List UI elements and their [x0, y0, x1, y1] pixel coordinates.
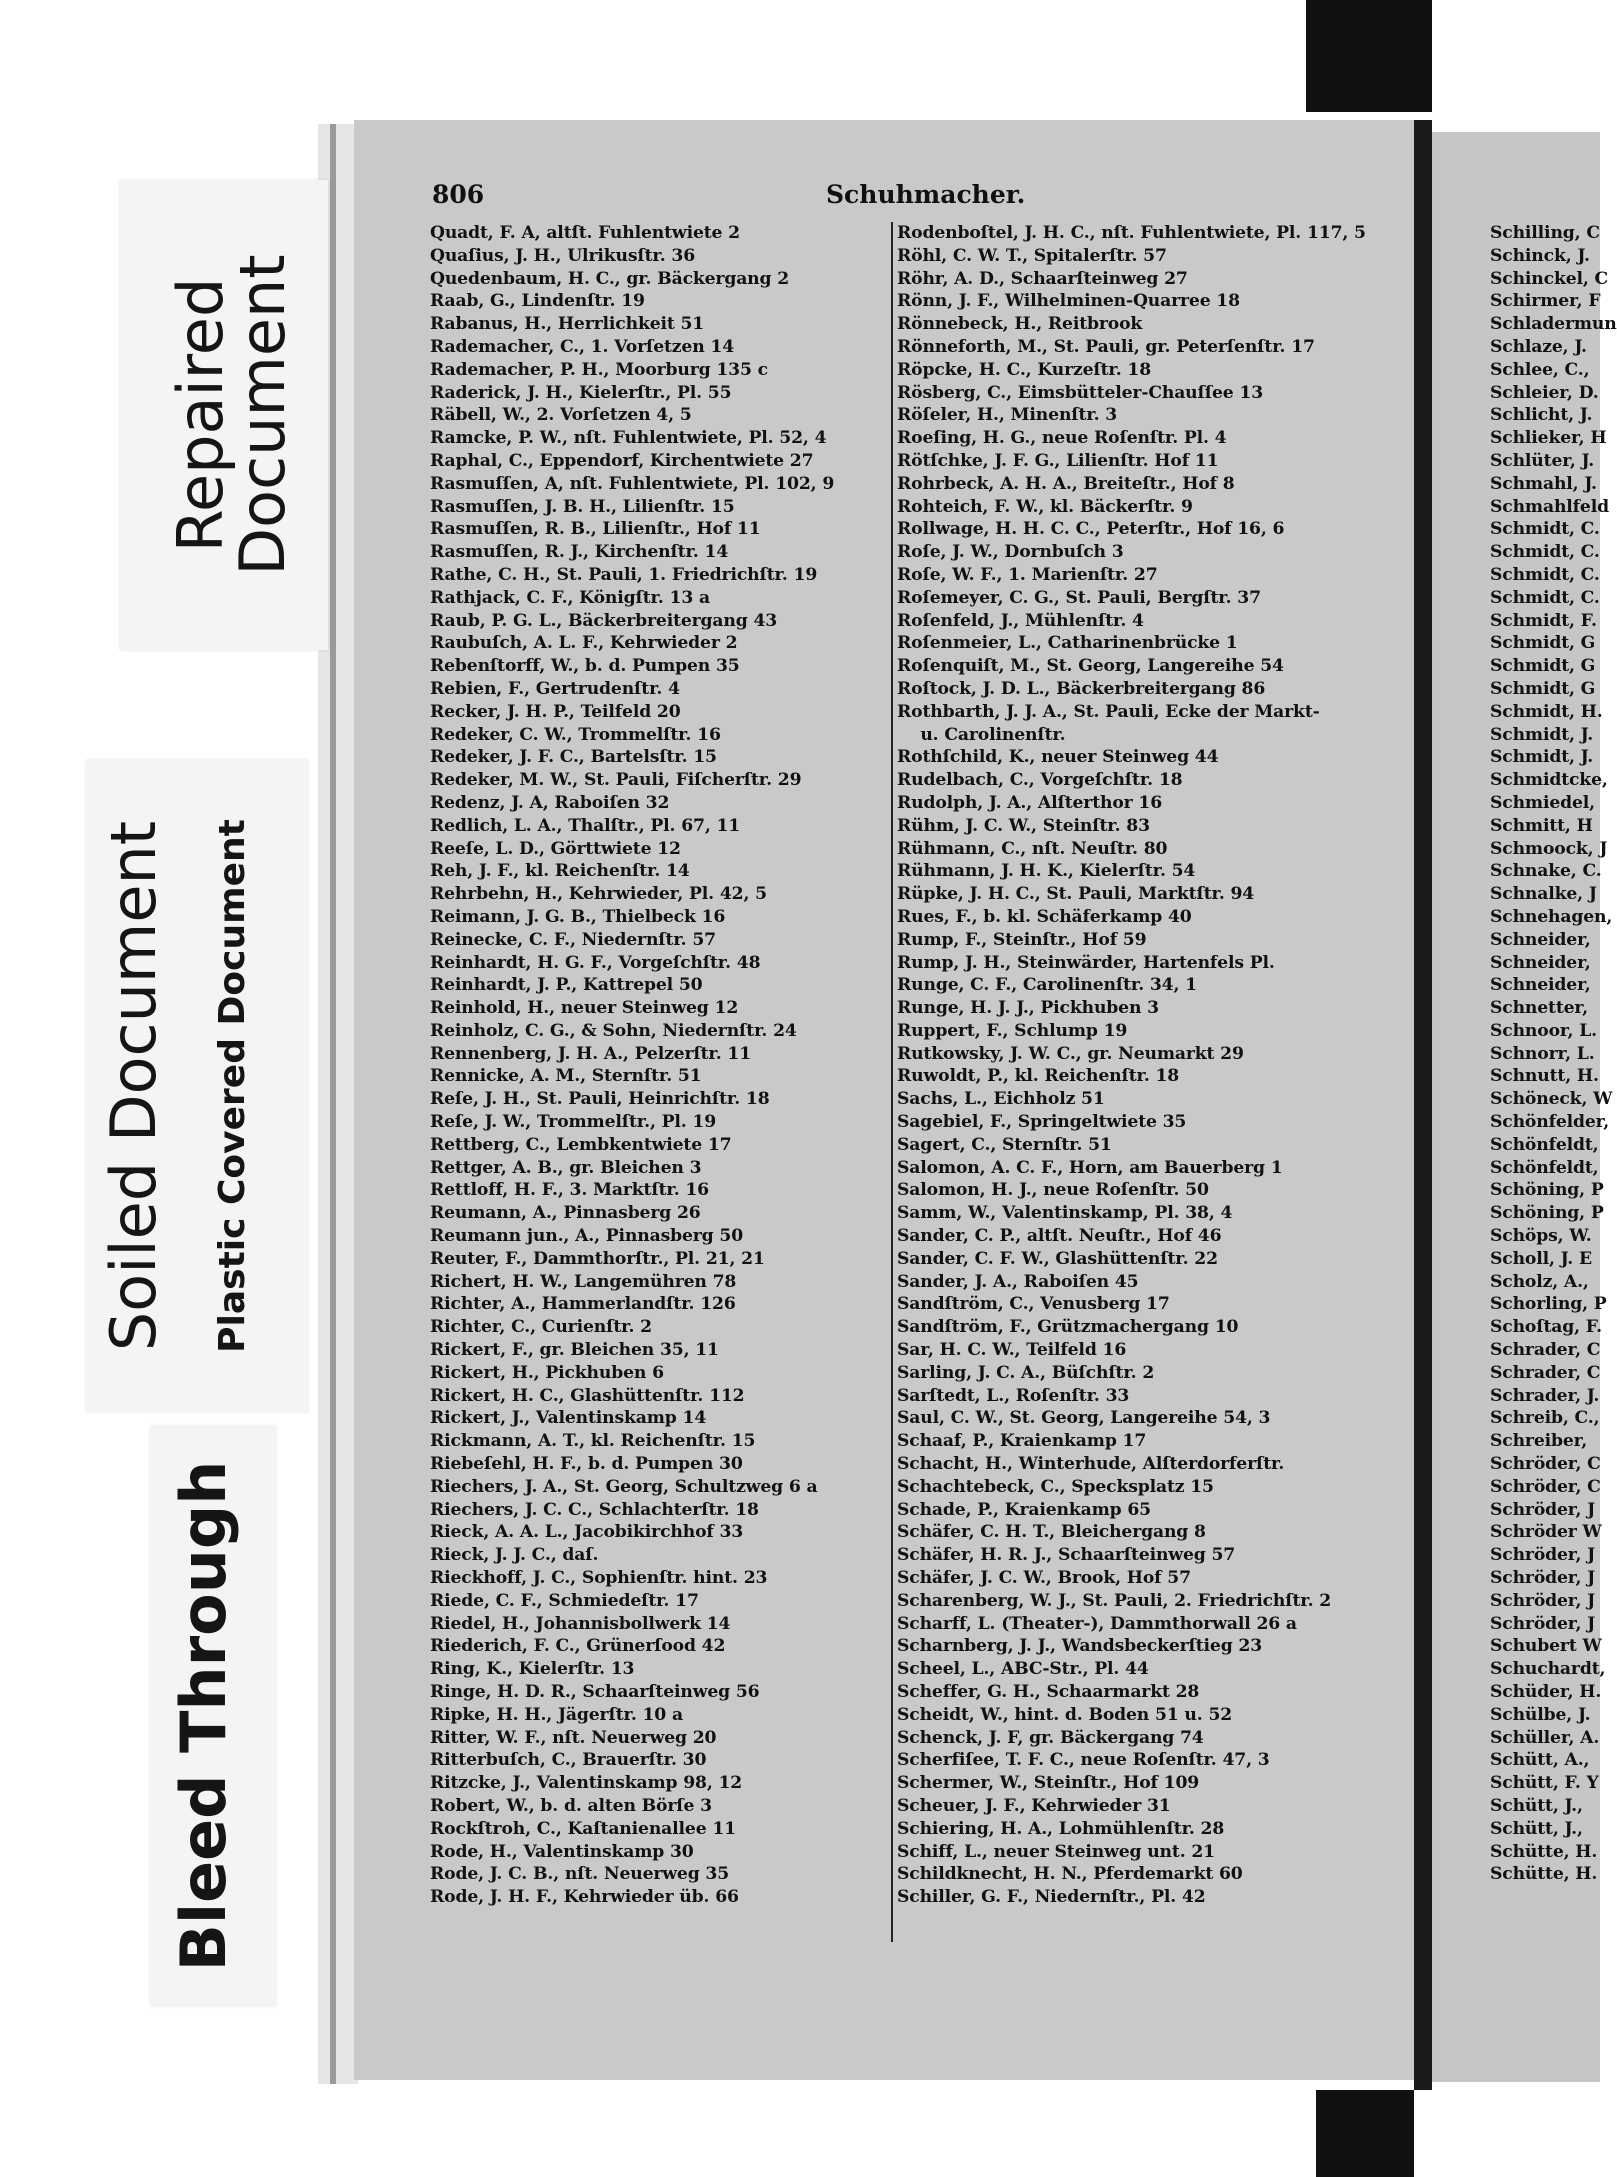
- directory-entry: Schnutt, H.: [1490, 1066, 1599, 1087]
- directory-entry: Schladermun: [1490, 314, 1617, 335]
- directory-entry: Reinholz, C. G., & Sohn, Niedernſtr. 24: [430, 1020, 797, 1041]
- directory-entry: Schinck, J.: [1490, 245, 1590, 266]
- directory-entry: Röſeler, H., Minenſtr. 3: [897, 405, 1118, 426]
- directory-entry: Rodenboſtel, J. H. C., nſt. Fuhlentwiete, Pl. 117, 5: [897, 223, 1366, 243]
- directory-entry: Scheidt, W., hint. d. Boden 51 u. 52: [897, 1704, 1233, 1725]
- directory-entry: Salomon, A. C. F., Horn, am Bauerberg 1: [897, 1157, 1283, 1178]
- directory-entry: Sarſtedt, L., Roſenſtr. 33: [897, 1385, 1130, 1406]
- directory-entry: Rehrbehn, H., Kehrwieder, Pl. 42, 5: [430, 884, 767, 905]
- directory-entry: Schnehagen,: [1490, 906, 1613, 927]
- directory-entry: Schmidt, H.: [1490, 701, 1603, 722]
- directory-entry: Schröder W: [1490, 1522, 1602, 1543]
- directory-entry: Schaaf, P., Kraienkamp 17: [897, 1431, 1147, 1452]
- directory-entry: Schlüter, J.: [1490, 450, 1595, 471]
- directory-entry: Schäfer, J. C. W., Brook, Hof 57: [897, 1568, 1191, 1589]
- page-stack-edge-inner: [330, 124, 336, 2084]
- directory-entry: Scherfiſee, T. F. C., neue Roſenſtr. 47, 3: [897, 1750, 1270, 1771]
- directory-entry: Schönfeldt,: [1490, 1157, 1599, 1178]
- directory-entry: Schmidtcke,: [1490, 770, 1608, 791]
- directory-entry: Rudolph, J. A., Alſterthor 16: [897, 792, 1163, 813]
- directory-entry: Riedel, H., Johannisbollwerk 14: [430, 1613, 731, 1634]
- directory-entry: Rues, F., b. kl. Schäferkamp 40: [897, 906, 1192, 927]
- directory-entry: Schacht, H., Winterhude, Alſterdorferſtr.: [897, 1454, 1285, 1475]
- directory-entry: Raab, G., Lindenſtr. 19: [430, 291, 645, 312]
- directory-entry: Schmidt, J.: [1490, 724, 1594, 745]
- directory-entry: Raubuſch, A. L. F., Kehrwieder 2: [430, 633, 738, 654]
- directory-entry: Schröder, C: [1490, 1476, 1601, 1497]
- directory-entry: Schoſtag, F.: [1490, 1317, 1602, 1338]
- directory-entry: Schöps, W.: [1490, 1226, 1592, 1247]
- directory-entry: Redenz, J. A, Raboiſen 32: [430, 792, 670, 813]
- directory-entry: Robert, W., b. d. alten Börſe 3: [430, 1795, 712, 1816]
- directory-entry: Schnoor, L.: [1490, 1020, 1597, 1041]
- directory-entry: Raphal, C., Eppendorf, Kirchentwiete 27: [430, 450, 814, 471]
- directory-entry: Roſenfeld, J., Mühlenſtr. 4: [897, 610, 1144, 631]
- directory-entry: Schöning, P: [1490, 1203, 1604, 1224]
- directory-entry: Schmiedel,: [1490, 792, 1601, 813]
- directory-entry: Scholz, A.,: [1490, 1271, 1589, 1292]
- directory-entry: Roeſing, H. G., neue Roſenſtr. Pl. 4: [897, 428, 1227, 449]
- mount-strip-bottom: [1316, 2090, 1414, 2177]
- directory-entry: Scharnberg, J. J., Wandsbeckerſtieg 23: [897, 1636, 1263, 1657]
- directory-entry: Quaſius, J. H., Ulrikusſtr. 36: [430, 245, 696, 266]
- directory-entry: Scheuer, J. F., Kehrwieder 31: [897, 1795, 1171, 1816]
- directory-entry: Ripke, H. H., Jägerſtr. 10 a: [430, 1704, 683, 1725]
- directory-entry: Reeſe, L. D., Görttwiete 12: [430, 838, 681, 859]
- directory-entry: Rieck, A. A. L., Jacobikirchhof 33: [430, 1522, 744, 1543]
- directory-entry: Rickert, H., Pickhuben 6: [430, 1362, 664, 1383]
- directory-entry: Schrader, J.: [1490, 1385, 1600, 1406]
- directory-entry: Schüder, H.: [1490, 1682, 1602, 1702]
- directory-entry: Reinhardt, J. P., Kattrepel 50: [430, 975, 703, 996]
- label-bleed: Bleed Through: [167, 1460, 240, 1972]
- directory-entry: Schülbe, J.: [1490, 1704, 1591, 1725]
- directory-entry: Rothſchild, K., neuer Steinweg 44: [897, 747, 1219, 768]
- directory-entry: Runge, H. J. J., Pickhuben 3: [897, 998, 1159, 1019]
- directory-entry: Riechers, J. A., St. Georg, Schultzweg 6 a: [430, 1476, 818, 1497]
- directory-entry: Schenck, J. F, gr. Bäckergang 74: [897, 1727, 1204, 1748]
- directory-entry: Sandſtröm, F., Grützmachergang 10: [897, 1317, 1239, 1338]
- directory-entry: Redeker, M. W., St. Pauli, Fiſcherſtr. 29: [430, 770, 802, 791]
- directory-entry: Roſe, J. W., Dornbuſch 3: [897, 542, 1124, 563]
- directory-entry: Sander, C. P., altſt. Neuſtr., Hof 46: [897, 1226, 1222, 1247]
- directory-entry: Rudelbach, C., Vorgeſchſtr. 18: [897, 770, 1183, 791]
- directory-entry: Röhl, C. W. T., Spitalerſtr. 57: [897, 245, 1167, 266]
- directory-entry: Schütte, H.: [1490, 1841, 1598, 1862]
- directory-entry: Rettger, A. B., gr. Bleichen 3: [430, 1157, 702, 1178]
- directory-entry: Schröder, C: [1490, 1454, 1601, 1475]
- directory-entry: Schröder, J: [1490, 1590, 1596, 1611]
- directory-entry: Schütte, H.: [1490, 1864, 1598, 1885]
- directory-entry: Rockſtroh, C., Kaſtanienallee 11: [430, 1818, 736, 1839]
- directory-entry: Rickmann, A. T., kl. Reichenſtr. 15: [430, 1431, 756, 1452]
- directory-entry: Rühmann, C., nſt. Neuſtr. 80: [897, 838, 1168, 859]
- directory-entry: Samm, W., Valentinskamp, Pl. 38, 4: [897, 1203, 1233, 1224]
- directory-entry: Richert, H. W., Langemühren 78: [430, 1271, 737, 1292]
- directory-entry: Sagert, C., Sternſtr. 51: [897, 1134, 1112, 1155]
- directory-entry: Schnetter,: [1490, 998, 1594, 1019]
- directory-entry: Schöning, P: [1490, 1180, 1604, 1201]
- directory-entry: Schmidt, G: [1490, 656, 1596, 677]
- mount-strip-top: [1306, 0, 1432, 112]
- directory-entry: Rieckhoff, J. C., Sophienſtr. hint. 23: [430, 1568, 768, 1589]
- directory-entry: Schlieker, H: [1490, 428, 1607, 449]
- directory-entry: Rönn, J. F., Wilhelminen-Quarree 18: [897, 291, 1240, 312]
- directory-entry: Rühm, J. C. W., Steinſtr. 83: [897, 815, 1150, 836]
- directory-entry: Schneider,: [1490, 929, 1597, 950]
- directory-entry: Schnalke, J: [1490, 884, 1597, 905]
- directory-entry: Recker, J. H. P., Teilfeld 20: [430, 701, 681, 722]
- directory-entry: Schröder, J: [1490, 1613, 1596, 1634]
- directory-entry: Rönneforth, M., St. Pauli, gr. Peterſenſtr. 17: [897, 336, 1315, 357]
- directory-entry: Sandſtröm, C., Venusberg 17: [897, 1294, 1170, 1315]
- directory-entry: Ritzcke, J., Valentinskamp 98, 12: [430, 1773, 743, 1794]
- directory-entry: Schilling, C: [1490, 223, 1600, 243]
- directory-entry: Rasmuſſen, R. B., Lilienſtr., Hof 11: [430, 519, 761, 540]
- directory-entry: Röhr, A. D., Schaarſteinweg 27: [897, 268, 1188, 289]
- directory-entry: Schermer, W., Steinſtr., Hof 109: [897, 1773, 1200, 1794]
- directory-entry: Riederich, F. C., Grünerſood 42: [430, 1636, 726, 1657]
- directory-entry: Ringe, H. D. R., Schaarſteinweg 56: [430, 1682, 760, 1702]
- directory-entry: Schneider,: [1490, 952, 1597, 973]
- directory-entry: Riechers, J. C. C., Schlachterſtr. 18: [430, 1499, 759, 1520]
- directory-entry: Schütt, J.,: [1490, 1795, 1583, 1816]
- directory-entry: Reinhold, H., neuer Steinweg 12: [430, 998, 739, 1019]
- directory-entry: Saul, C. W., St. Georg, Langereihe 54, 3: [897, 1408, 1271, 1429]
- directory-entry: Richter, A., Hammerlandſtr. 126: [430, 1294, 736, 1315]
- directory-entry: Raub, P. G. L., Bäckerbreitergang 43: [430, 610, 778, 631]
- directory-entry: Rump, F., Steinſtr., Hof 59: [897, 929, 1147, 950]
- directory-entry: Schmitt, H: [1490, 815, 1593, 836]
- directory-entry: Rathe, C. H., St. Pauli, 1. Friedrichſtr. 19: [430, 564, 818, 585]
- directory-entry: Reſe, J. H., St. Pauli, Heinrichſtr. 18: [430, 1089, 770, 1110]
- directory-entry: Schlaze, J.: [1490, 336, 1587, 357]
- directory-entry: Rabanus, H., Herrlichkeit 51: [430, 314, 705, 335]
- label-card-repaired: [120, 180, 328, 650]
- directory-entry: Reumann, A., Pinnasberg 26: [430, 1203, 701, 1224]
- directory-entry: Rickert, F., gr. Bleichen 35, 11: [430, 1340, 719, 1361]
- directory-entry: Schade, P., Kraienkamp 65: [897, 1499, 1151, 1520]
- directory-entry: Schmidt, G: [1490, 678, 1596, 699]
- directory-entry: Schütt, J.,: [1490, 1818, 1583, 1839]
- directory-entry: Rohteich, F. W., kl. Bäckerſtr. 9: [897, 496, 1193, 517]
- directory-column-middle: [897, 222, 1366, 1909]
- directory-entry: Sander, J. A., Raboiſen 45: [897, 1271, 1139, 1292]
- directory-entry: Schinckel, C: [1490, 268, 1609, 289]
- directory-entry: Quadt, F. A, altſt. Fuhlentwiete 2: [430, 223, 740, 243]
- directory-entry: Schlee, C.,: [1490, 359, 1590, 380]
- directory-entry: Ruwoldt, P., kl. Reichenſtr. 18: [897, 1066, 1180, 1087]
- directory-entry: Roſenquiſt, M., St. Georg, Langereihe 54: [897, 656, 1284, 677]
- page-number: 806: [432, 180, 485, 209]
- directory-entry: Schmidt, F.: [1490, 610, 1597, 631]
- directory-entry: Schöneck, W: [1490, 1089, 1613, 1110]
- directory-entry: Rettloff, H. F., 3. Marktſtr. 16: [430, 1180, 709, 1201]
- directory-entry: Raderick, J. H., Kielerſtr., Pl. 55: [430, 382, 732, 403]
- directory-entry: Schubert W: [1490, 1636, 1602, 1657]
- directory-entry: Scholl, J. E: [1490, 1248, 1592, 1269]
- directory-entry: Rump, J. H., Steinwärder, Hartenfels Pl.: [897, 952, 1275, 973]
- directory-entry: Roſe, W. F., 1. Marienſtr. 27: [897, 564, 1158, 585]
- directory-entry: Rönnebeck, H., Reitbrook: [897, 314, 1143, 335]
- directory-entry: Roſenmeier, L., Catharinenbrücke 1: [897, 633, 1238, 654]
- directory-entry: Ramcke, P. W., nſt. Fuhlentwiete, Pl. 52, 4: [430, 428, 827, 449]
- directory-entry: Schmidt, C.: [1490, 564, 1600, 585]
- directory-entry: Schreib, C.,: [1490, 1408, 1600, 1429]
- directory-entry: Schlicht, J.: [1490, 405, 1593, 426]
- directory-entry: Rickert, J., Valentinskamp 14: [430, 1408, 707, 1429]
- directory-entry: Reh, J. F., kl. Reichenſtr. 14: [430, 861, 690, 882]
- directory-entry: Rohrbeck, A. H. A., Breiteſtr., Hof 8: [897, 473, 1235, 494]
- directory-entry: Schnorr, L.: [1490, 1043, 1595, 1064]
- directory-entry: Schmahlfeld: [1490, 496, 1609, 517]
- directory-entry: Schröder, J: [1490, 1568, 1596, 1589]
- directory-entry: Schmoock, J: [1490, 838, 1608, 859]
- label-repaired: Repaired Document: [164, 254, 299, 576]
- directory-entry: Sachs, L., Eichholz 51: [897, 1089, 1105, 1110]
- directory-entry: Räbell, W., 2. Vorſetzen 4, 5: [430, 405, 692, 426]
- label-soiled: Soiled Document: [97, 820, 170, 1352]
- directory-entry: Schütt, F. Y: [1490, 1773, 1599, 1794]
- directory-entry: Rode, J. H. F., Kehrwieder üb. 66: [430, 1887, 739, 1908]
- directory-entry: Schönfelder,: [1490, 1112, 1610, 1133]
- directory-entry: Reumann jun., A., Pinnasberg 50: [430, 1226, 744, 1247]
- directory-entry: Rode, H., Valentinskamp 30: [430, 1841, 694, 1862]
- directory-entry: Sarling, J. C. A., Büſchſtr. 2: [897, 1362, 1155, 1383]
- directory-entry: Rasmuſſen, A, nſt. Fuhlentwiete, Pl. 102, 9: [430, 473, 835, 494]
- directory-column-right: [1490, 222, 1617, 1886]
- directory-entry: Schildknecht, H. N., Pferdemarkt 60: [897, 1864, 1243, 1885]
- directory-entry: Rennenberg, J. H. A., Pelzerſtr. 11: [430, 1043, 752, 1064]
- directory-entry: Schmidt, C.: [1490, 542, 1600, 563]
- directory-entry: Schmahl, J.: [1490, 473, 1597, 494]
- directory-entry: Schäfer, H. R. J., Schaarſteinweg 57: [897, 1545, 1236, 1566]
- directory-entry: Schäfer, C. H. T., Bleichergang 8: [897, 1522, 1206, 1543]
- directory-entry: Riede, C. F., Schmiedeſtr. 17: [430, 1590, 699, 1611]
- directory-entry: Reſe, J. W., Trommelſtr., Pl. 19: [430, 1112, 717, 1133]
- directory-entry: Rötſchke, J. F. G., Lilienſtr. Hof 11: [897, 450, 1219, 471]
- directory-entry: Ritter, W. F., nſt. Neuerweg 20: [430, 1727, 717, 1748]
- directory-entry: Runge, C. F., Carolinenſtr. 34, 1: [897, 975, 1197, 996]
- directory-entry: Rode, J. C. B., nſt. Neuerweg 35: [430, 1864, 730, 1885]
- directory-entry: Rathjack, C. F., Königſtr. 13 a: [430, 587, 710, 608]
- directory-entry: Rühmann, J. H. K., Kielerſtr. 54: [897, 861, 1196, 882]
- directory-entry: Röpcke, H. C., Kurzeſtr. 18: [897, 359, 1152, 380]
- directory-entry: Sagebiel, F., Springeltwiete 35: [897, 1112, 1187, 1133]
- directory-entry: Rasmuſſen, R. J., Kirchenſtr. 14: [430, 542, 729, 563]
- directory-entry: Schachtebeck, C., Specksplatz 15: [897, 1476, 1214, 1497]
- directory-entry: Rebien, F., Gertrudenſtr. 4: [430, 678, 680, 699]
- directory-entry: Schnake, C.: [1490, 861, 1602, 882]
- directory-entry: Rennicke, A. M., Sternſtr. 51: [430, 1066, 702, 1087]
- directory-entry: Reuter, F., Dammthorſtr., Pl. 21, 21: [430, 1248, 765, 1269]
- directory-entry: Schröder, J: [1490, 1499, 1596, 1520]
- directory-entry: Sander, C. F. W., Glashüttenſtr. 22: [897, 1248, 1218, 1269]
- label-plastic: Plastic Covered Document: [212, 819, 253, 1353]
- page-header: Schuhmacher.: [826, 180, 1026, 209]
- directory-entry: Scheffer, G. H., Schaarmarkt 28: [897, 1682, 1200, 1702]
- directory-entry: Redlich, L. A., Thalſtr., Pl. 67, 11: [430, 815, 741, 836]
- directory-entry: Rettberg, C., Lembkentwiete 17: [430, 1134, 732, 1155]
- directory-entry: Rüpke, J. H. C., St. Pauli, Marktſtr. 94: [897, 884, 1255, 905]
- directory-entry: Schleier, D.: [1490, 382, 1599, 403]
- directory-entry: Schneider,: [1490, 975, 1597, 996]
- directory-entry: u. Carolinenſtr.: [897, 724, 1066, 745]
- directory-entry: Schmidt, C.: [1490, 587, 1600, 608]
- directory-entry: Schreiber,: [1490, 1431, 1593, 1452]
- directory-entry: Salomon, H. J., neue Roſenſtr. 50: [897, 1180, 1209, 1201]
- directory-entry: Richter, C., Curienſtr. 2: [430, 1317, 652, 1338]
- directory-entry: Rademacher, C., 1. Vorſetzen 14: [430, 336, 735, 357]
- label-card-bleed: [150, 1426, 276, 2006]
- directory-entry: Schröder, J: [1490, 1545, 1596, 1566]
- directory-entry: Redeker, C. W., Trommelſtr. 16: [430, 724, 721, 745]
- directory-entry: Rieck, J. J. C., daſ.: [430, 1545, 599, 1566]
- directory-entry: Schiller, G. F., Niedernſtr., Pl. 42: [897, 1887, 1206, 1908]
- directory-entry: Rösberg, C., Eimsbütteler-Chauſſee 13: [897, 382, 1264, 403]
- directory-entry: Schiering, H. A., Lohmühlenſtr. 28: [897, 1818, 1225, 1839]
- directory-entry: Schütt, A.,: [1490, 1750, 1590, 1771]
- directory-entry: Riebeſehl, H. F., b. d. Pumpen 30: [430, 1454, 743, 1475]
- directory-entry: Schönfeldt,: [1490, 1134, 1599, 1155]
- directory-entry: Ritterbuſch, C., Brauerſtr. 30: [430, 1750, 707, 1771]
- directory-entry: Redeker, J. F. C., Bartelsſtr. 15: [430, 747, 717, 768]
- directory-entry: Schrader, C: [1490, 1362, 1601, 1383]
- directory-entry: Schmidt, C.: [1490, 519, 1600, 540]
- directory-entry: Ruppert, F., Schlump 19: [897, 1020, 1128, 1041]
- directory-entry: Ring, K., Kielerſtr. 13: [430, 1659, 635, 1680]
- directory-entry: Scheel, L., ABC-Str., Pl. 44: [897, 1659, 1149, 1680]
- directory-entry: Schrader, C: [1490, 1340, 1601, 1361]
- directory-entry: Reinecke, C. F., Niedernſtr. 57: [430, 929, 716, 950]
- label-card-soiled: [86, 760, 308, 1412]
- directory-entry: Rothbarth, J. J. A., St. Pauli, Ecke der Markt-: [897, 701, 1320, 722]
- directory-entry: Schüller, A.: [1490, 1727, 1600, 1748]
- directory-entry: Scharff, L. (Theater-), Dammthorwall 26 a: [897, 1613, 1297, 1634]
- directory-entry: Reinhardt, H. G. F., Vorgeſchſtr. 48: [430, 952, 761, 973]
- directory-entry: Scharenberg, W. J., St. Pauli, 2. Friedrichſtr. 2: [897, 1590, 1332, 1611]
- directory-entry: Rebenſtorff, W., b. d. Pumpen 35: [430, 656, 740, 677]
- directory-entry: Rollwage, H. H. C. C., Peterſtr., Hof 16, 6: [897, 519, 1285, 540]
- directory-entry: Reimann, J. G. B., Thielbeck 16: [430, 906, 726, 927]
- directory-entry: Roſtock, J. D. L., Bäckerbreitergang 86: [897, 678, 1266, 699]
- directory-entry: Schiff, L., neuer Steinweg unt. 21: [897, 1841, 1215, 1862]
- directory-entry: Schirmer, F: [1490, 291, 1601, 312]
- directory-column-left: [430, 222, 885, 1909]
- directory-entry: Schmidt, J.: [1490, 747, 1594, 768]
- book-gutter: [1414, 120, 1432, 2090]
- directory-entry: Rasmuſſen, J. B. H., Lilienſtr. 15: [430, 496, 735, 517]
- directory-entry: Schmidt, G: [1490, 633, 1596, 654]
- directory-entry: Rutkowsky, J. W. C., gr. Neumarkt 29: [897, 1043, 1244, 1064]
- directory-entry: Rickert, H. C., Glashüttenſtr. 112: [430, 1385, 745, 1406]
- directory-entry: Roſemeyer, C. G., St. Pauli, Bergſtr. 37: [897, 587, 1261, 608]
- directory-entry: Quedenbaum, H. C., gr. Bäckergang 2: [430, 268, 790, 289]
- directory-entry: Rademacher, P. H., Moorburg 135 c: [430, 359, 768, 380]
- directory-entry: Schorling, P: [1490, 1294, 1607, 1315]
- column-divider: [891, 222, 893, 1942]
- directory-entry: Sar, H. C. W., Teilfeld 16: [897, 1340, 1127, 1361]
- directory-entry: Schuchardt,: [1490, 1659, 1606, 1680]
